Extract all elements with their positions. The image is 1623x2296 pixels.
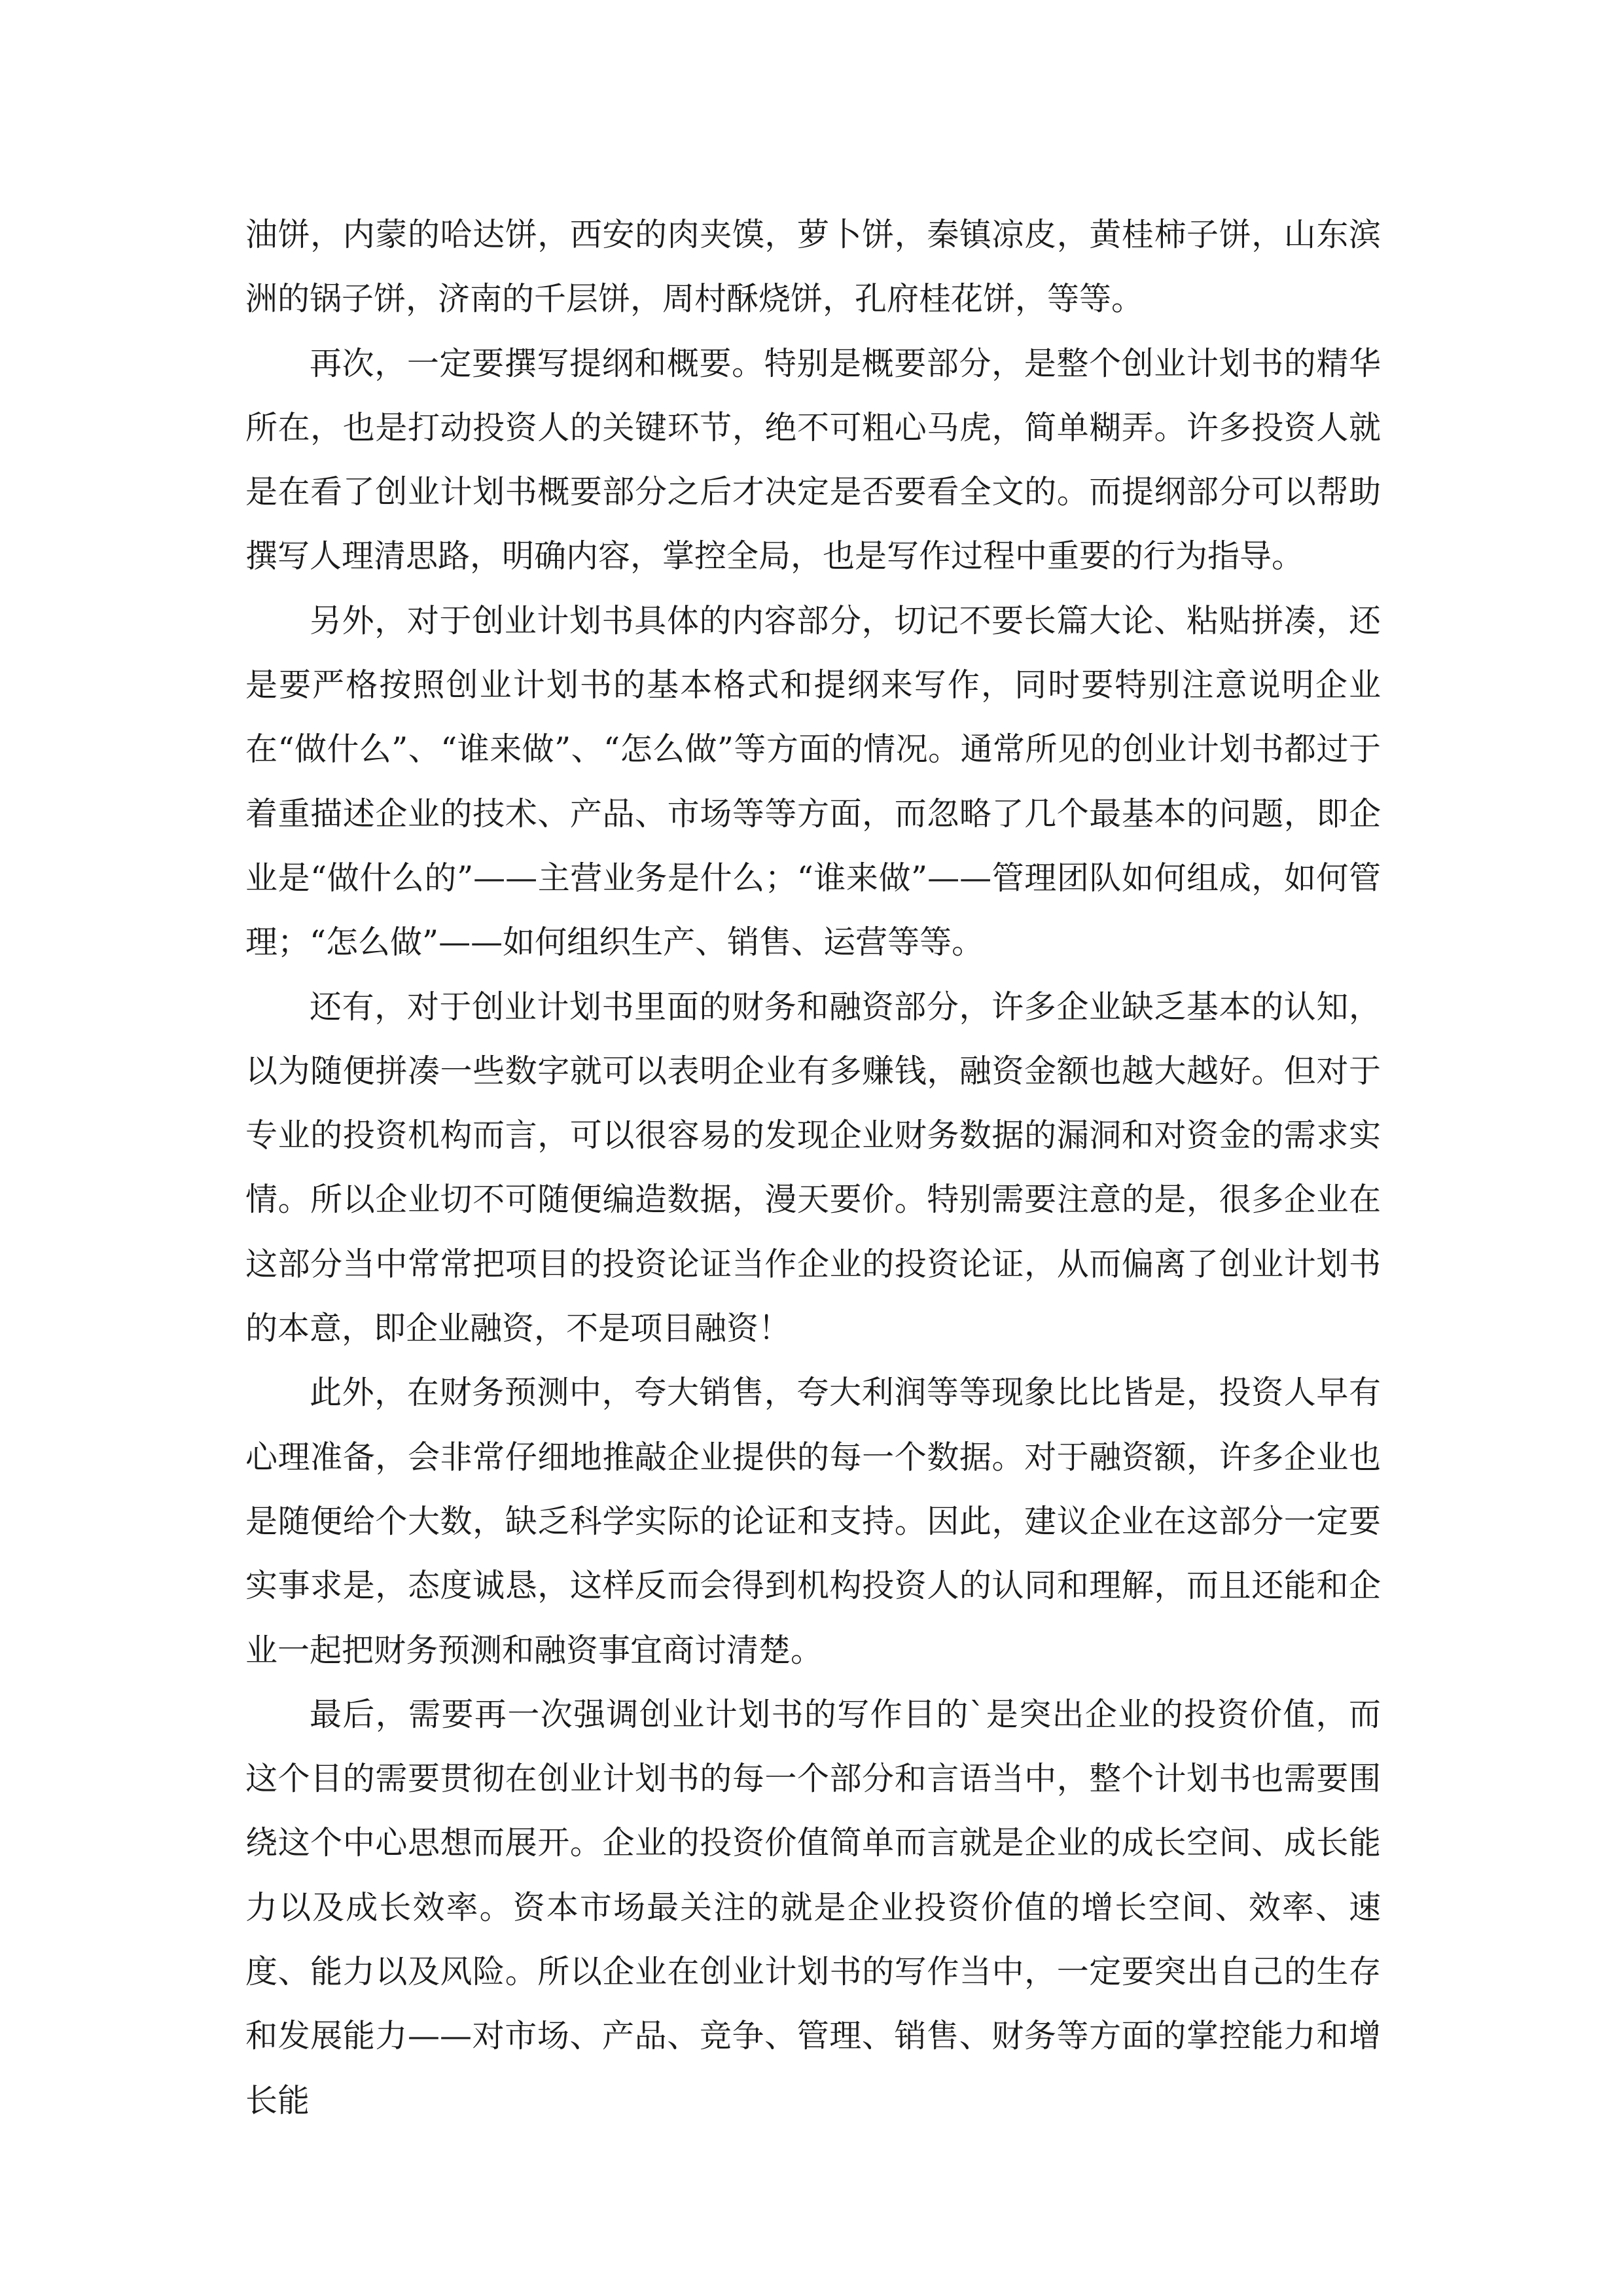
paragraph-content-section: 另外，对于创业计划书具体的内容部分，切记不要长篇大论、粘贴拼凑，还是要严格按照创业计划书的基本格式和提纲来写作，同时要特别注意说明企业在“做什么”、“谁来做”、“怎么做”等方面的情况。通常所见的创业计划书都过于着重描述企业的技术、产品、市场等等方面，而忽略了几个最基本的问题，即企业是“做什么的”——主营业务是什么；“谁来做”——管理团队如何组成，如何管理；“怎么做”——如何组织生产、销售、运营等等。 xyxy=(245,601,1381,961)
paragraph-finance-section: 还有，对于创业计划书里面的财务和融资部分，许多企业缺乏基本的认知，以为随便拼凑一些数字就可以表明企业有多赚钱，融资金额也越大越好。但对于专业的投资机构而言，可以很容易的发现企业财务数据的漏洞和对资金的需求实情。所以企业切不可随便编造数据，漫天要价。特别需要注意的是，很多企业在这部分当中常常把项目的投资论证当作企业的投资论证，从而偏离了创业计划书的本意，即企业融资，不是项目融资！ xyxy=(245,988,1381,1348)
paragraph-outline-summary: 再次，一定要撰写提纲和概要。特别是概要部分，是整个创业计划书的精华所在，也是打动投资人的关键环节，绝不可粗心马虎，简单糊弄。许多投资人就是在看了创业计划书概要部分之后才决定是否要看全文的。而提纲部分可以帮助撰写人理清思路，明确内容，掌控全局，也是写作过程中重要的行为指导。 xyxy=(245,344,1381,575)
paragraph-financial-forecast: 此外，在财务预测中，夸大销售，夸大利润等等现象比比皆是，投资人早有心理准备，会非常仔细地推敲企业提供的每一个数据。对于融资额，许多企业也是随便给个大数，缺乏科学实际的论证和支持。因此，建议企业在这部分一定要实事求是，态度诚恳，这样反而会得到机构投资人的认同和理解，而且还能和企业一起把财务预测和融资事宜商讨清楚。 xyxy=(245,1374,1381,1669)
paragraph-conclusion: 最后，需要再一次强调创业计划书的写作目的`是突出企业的投资价值，而这个目的需要贯彻在创业计划书的每一个部分和言语当中，整个计划书也需要围绕这个中心思想而展开。企业的投资价值简单而言就是企业的成长空间、成长能力以及成长效率。资本市场最关注的就是企业投资价值的增长空间、效率、速度、能力以及风险。所以企业在创业计划书的写作当中，一定要突出自己的生存和发展能力——对市场、产品、竞争、管理、销售、财务等方面的掌控能力和增长能 xyxy=(245,1695,1381,2119)
body-text xyxy=(245,203,1381,2133)
paragraph-continued: 油饼，内蒙的哈达饼，西安的肉夹馍，萝卜饼，秦镇凉皮，黄桂柿子饼，山东滨洲的锅子饼，济南的千层饼，周村酥烧饼，孔府桂花饼，等等。 xyxy=(245,216,1381,318)
